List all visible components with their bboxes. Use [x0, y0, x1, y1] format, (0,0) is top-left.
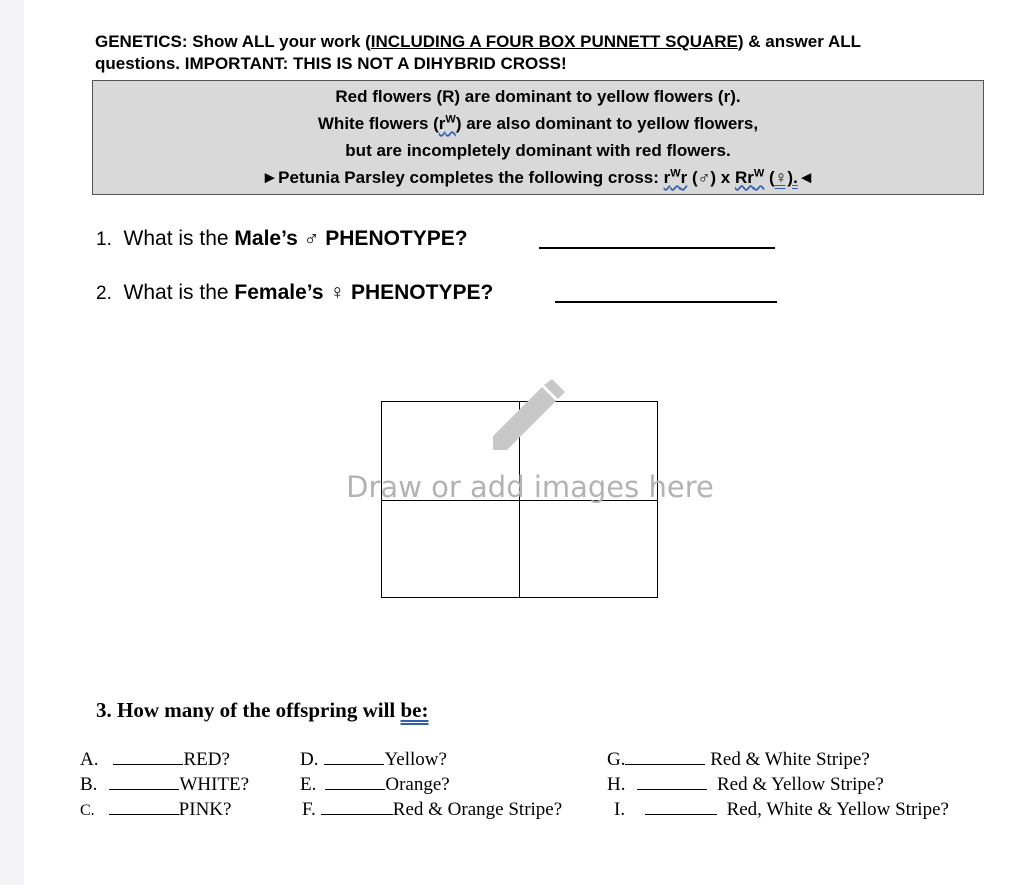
blank-f[interactable]: [321, 797, 393, 815]
info-box: [92, 80, 984, 195]
option-e: E. Orange?: [300, 774, 450, 795]
answer-line-2[interactable]: [555, 301, 777, 303]
question-1: 1. What is the Male’s ♂ PHENOTYPE?: [96, 227, 468, 250]
option-h: H. Red & Yellow Stripe?: [607, 774, 884, 795]
drawing-placeholder: Draw or add images here: [346, 470, 714, 504]
blank-i[interactable]: [645, 797, 717, 815]
blank-e[interactable]: [325, 772, 385, 790]
blank-b[interactable]: [109, 772, 179, 790]
answer-line-1[interactable]: [539, 247, 775, 249]
blank-d[interactable]: [324, 747, 384, 765]
info-line-3: but are incompletely dominant with red flowers.: [345, 141, 731, 160]
option-d: D. Yellow?: [300, 749, 447, 770]
option-i: I. Red, White & Yellow Stripe?: [614, 799, 949, 820]
info-line-4: ►Petunia Parsley completes the following cross: $r^Wr$ (♂) x $Rr^W$ (♀).◄: [261, 167, 815, 187]
question-2: 2. What is the Female’s ♀ PHENOTYPE?: [96, 281, 494, 304]
page-margin: [0, 0, 24, 885]
option-b: B. WHITE?: [80, 774, 250, 795]
option-c: C. PINK?: [80, 799, 232, 820]
pencil-icon: [488, 378, 568, 458]
option-f: F. Red & Orange Stripe?: [302, 799, 563, 820]
option-g: G. Red & White Stripe?: [607, 749, 870, 770]
option-a: A. RED?: [80, 749, 230, 770]
instructions-header: GENETICS: Show ALL your work (INCLUDING A FOUR BOX PUNNETT SQUARE) & answer ALL questions. IMPORTANT: THIS IS NOT A DIHYBRID CROSS!: [95, 32, 861, 73]
blank-h[interactable]: [637, 772, 707, 790]
info-line-1: Red flowers (R) are dominant to yellow flowers (r).: [335, 87, 741, 106]
blank-a[interactable]: [113, 747, 183, 765]
question-3: 3. How many of the offspring will be:: [96, 698, 429, 722]
blank-c[interactable]: [109, 797, 179, 815]
blank-g[interactable]: [625, 747, 705, 765]
info-line-2: White flowers $(r^W)$ are also dominant to yellow flowers,: [317, 113, 759, 133]
